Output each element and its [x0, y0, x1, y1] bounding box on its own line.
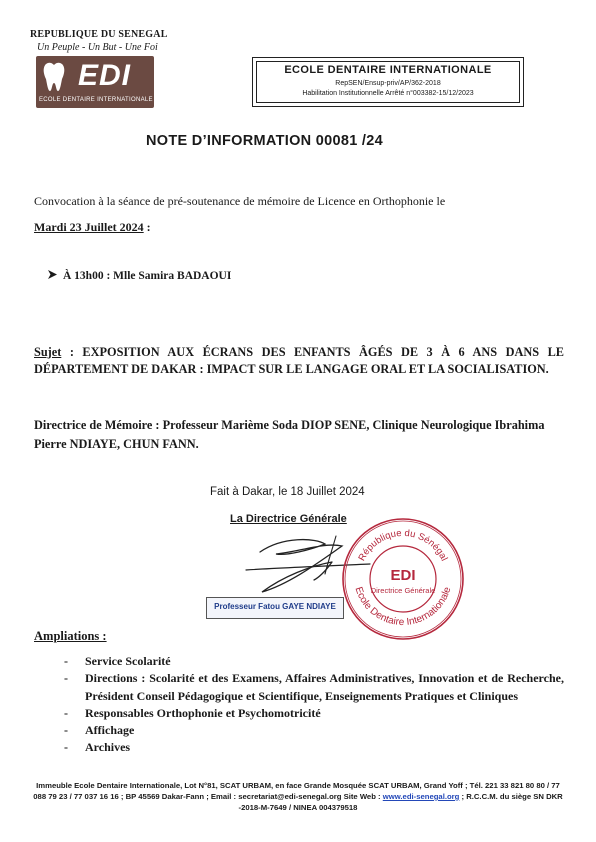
footer-text-2: ; R.C.C.M. du siège SN DKR -2018-M-7649 / NINEA 004379518: [238, 792, 563, 812]
signatory-name: Professeur Fatou GAYE NDIAYE: [214, 602, 336, 611]
logo-subtitle: ECOLE DENTAIRE INTERNATIONALE: [39, 97, 153, 103]
list-item-text: Affichage: [85, 723, 135, 738]
signatory-nameplate: [206, 597, 344, 619]
logo-text: EDI: [78, 59, 132, 92]
tooth-icon: [41, 60, 67, 94]
list-item-text: Directions : Scolarité et des Examens, Affaires Administratives, Innovation et de Recherche, Président Conseil Pédagogique et Scientifique, Enseignements Pratiques et Cliniques: [85, 671, 564, 703]
ampliations-list: [64, 653, 564, 757]
footer-text-1: Immeuble Ecole Dentaire Internationale, Lot N°81, SCAT URBAM, en face Grande Mosquée SCAT URBAM, Grand Yoff ; Tél. 221 33 821 80 80 / 77 088 79 23 / 77 037 16 16 ; BP 45569 Dakar-Fann ; Email : secretariat@edi-senegal.org Site Web :: [33, 781, 560, 801]
schedule-item: [48, 270, 231, 282]
school-registration: RepSEN/Ensup-priv/AP/362-2018: [335, 80, 441, 87]
national-motto: Un Peuple - Un But - Une Foi: [37, 42, 158, 53]
list-item: - Service Scolarité: [64, 653, 564, 670]
note-title: NOTE D’INFORMATION 00081 /24: [146, 133, 383, 149]
thesis-subject: [34, 344, 564, 378]
list-item-text: Service Scolarité: [85, 654, 171, 668]
stamp-center-text: EDI: [390, 567, 416, 584]
subject-label: Sujet: [34, 345, 62, 359]
list-item-text: Archives: [85, 740, 131, 755]
official-stamp: [340, 516, 466, 642]
thesis-director: Directrice de Mémoire : Professeur Marième Soda DIOP SENE, Clinique Neurologique Ibrahima Pierre NDIAYE, CHUN FANN.: [34, 418, 545, 451]
list-item: - Responsables Orthophonie et Psychomotricité: [64, 705, 564, 722]
stamp-top-text: République du Sénégal: [356, 527, 450, 563]
convocation-text: Convocation à la séance de pré-soutenance de mémoire de Licence en Orthophonie le: [34, 194, 446, 208]
schedule-text: À 13h00 : Mlle Samira BADAOUI: [63, 270, 232, 282]
date-label: Mardi 23 Juillet 2024: [34, 220, 144, 234]
list-item: - Archives: [64, 739, 564, 756]
edi-logo: [36, 56, 154, 108]
stamp-bottom-text: Ecole Dentaire Internationale: [352, 585, 454, 629]
defense-date: [34, 220, 151, 235]
list-item: - Directions : Scolarité et des Examens, Affaires Administratives, Innovation et de Recherche, Président Conseil Pédagogique et Scientifique, Enseignements Pratiques et Cliniques: [64, 670, 564, 705]
school-accreditation: Habilitation Institutionnelle Arrêté n°003382-15/12/2023: [302, 90, 474, 97]
footer-address: [32, 780, 564, 813]
subject-text: : EXPOSITION AUX ÉCRANS DES ENFANTS ÂGÉS DE 3 À 6 ANS DANS LE DÉPARTEMENT DE DAKAR : IMPACT SUR LE LANGAGE ORAL ET LA SOCIALISATION.: [34, 345, 564, 376]
republic-heading: REPUBLIQUE DU SENEGAL: [30, 29, 168, 40]
date-suffix: :: [143, 220, 151, 234]
list-item: - Affichage: [64, 722, 564, 739]
arrow-bullet-icon: [48, 270, 57, 279]
school-name: ECOLE DENTAIRE INTERNATIONALE: [284, 64, 492, 76]
website-link[interactable]: www.edi-senegal.org: [382, 792, 460, 801]
school-header-box: [252, 57, 524, 107]
list-item-text: Responsables Orthophonie et Psychomotricité: [85, 705, 321, 720]
stamp-center-subtext: Directrice Générale: [370, 586, 436, 595]
place-date: Fait à Dakar, le 18 Juillet 2024: [210, 486, 365, 498]
ampliations-heading: Ampliations :: [34, 629, 107, 643]
signatory-title: La Directrice Générale: [230, 513, 347, 525]
